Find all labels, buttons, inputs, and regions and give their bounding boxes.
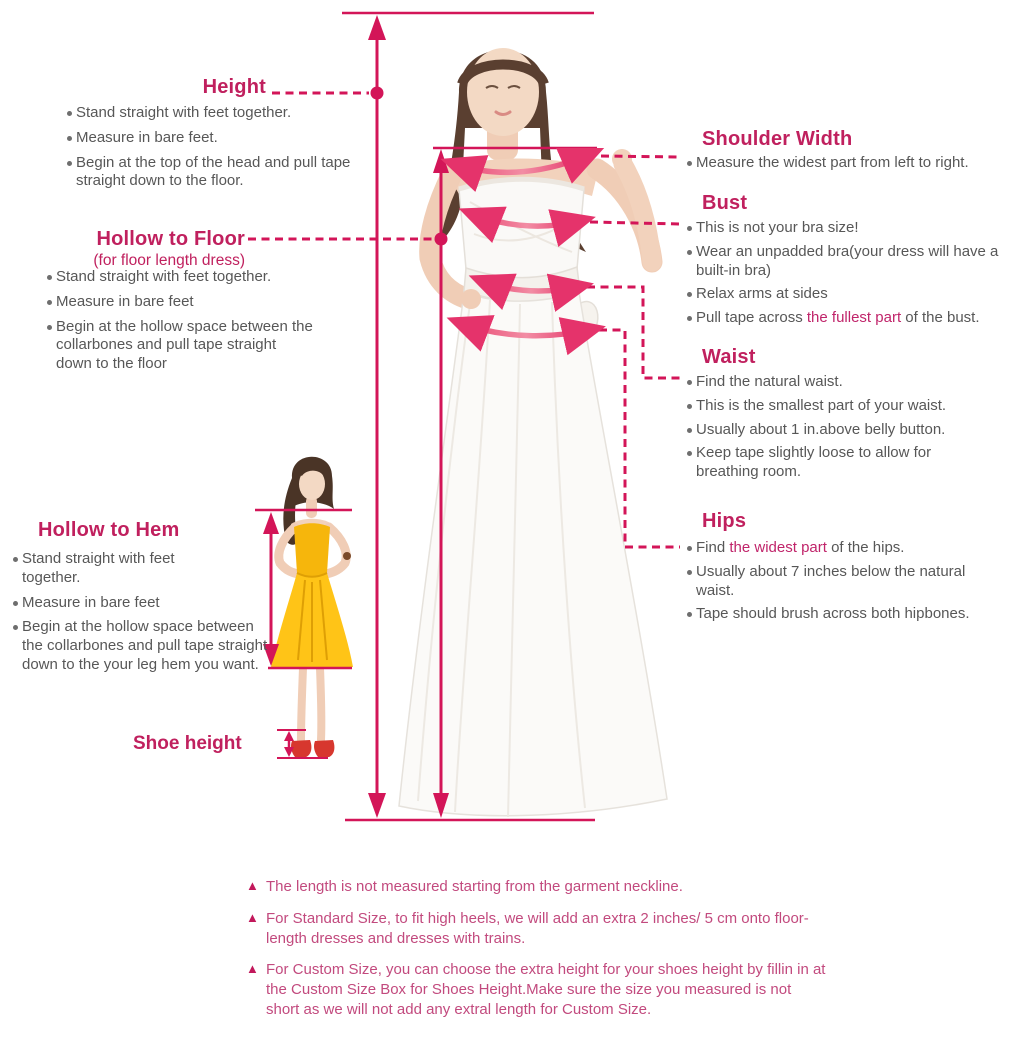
- footnote: ▲ For Standard Size, to fit high heels, we will add an extra 2 inches/ 5 cm onto floor-length dresses and dresses with trains.: [246, 909, 809, 947]
- bust-connector: [590, 222, 680, 224]
- list-item: This is the smallest part of your waist.: [682, 397, 1015, 416]
- bullet-icon: [47, 325, 52, 330]
- warning-triangle-icon: ▲: [246, 909, 259, 925]
- list-item: This is not your bra size!: [682, 219, 1015, 238]
- bust-title: Bust: [702, 192, 748, 214]
- bullet-icon: [13, 625, 18, 630]
- bullet-icon: [47, 300, 52, 305]
- bullet-icon: [687, 226, 692, 231]
- hollow-to-hem-title: Hollow to Hem: [38, 519, 180, 541]
- list-item: Pull tape across the fullest part of the bust.: [682, 309, 1015, 328]
- height-bullets: [62, 104, 352, 197]
- warning-triangle-icon: ▲: [246, 878, 259, 893]
- bullet-icon: [687, 404, 692, 409]
- bullet-icon: [687, 451, 692, 456]
- list-item: Measure in bare feet.: [62, 129, 352, 148]
- list-item: Measure the widest part from left to right.: [682, 154, 1015, 173]
- bullet-icon: [13, 557, 18, 562]
- list-item: Measure in bare feet: [42, 293, 342, 312]
- height-title: Height: [202, 76, 266, 98]
- list-item: Wear an unpadded bra(your dress will have a built-in bra): [682, 243, 1015, 281]
- hollow-to-floor-subtitle: (for floor length dress): [93, 252, 245, 269]
- warning-triangle-icon: ▲: [246, 961, 259, 977]
- waist-section: [682, 346, 1015, 487]
- list-item: Find the widest part of the hips.: [682, 539, 1015, 558]
- shoe-height-label: Shoe height: [133, 733, 242, 754]
- footnote: ▲ For Custom Size, you can choose the extra height for your shoes height by fillin in at the Custom Size Box for Shoes Height.Make sure the size you measured is not short as we will not add any extral length for Custom Size.: [246, 961, 826, 1018]
- shoulder-width-section: [682, 128, 1015, 178]
- bullet-icon: [687, 428, 692, 433]
- list-item: Begin at the top of the head and pull tape straight down to the floor.: [62, 154, 352, 192]
- list-item: Relax arms at sides: [682, 285, 1015, 304]
- waist-connector: [587, 287, 680, 378]
- hips-section: [682, 510, 1015, 629]
- list-item: Stand straight with feet together.: [62, 104, 352, 123]
- hollow-to-hem-section: [38, 519, 258, 542]
- short-model-illustration: [271, 457, 353, 757]
- height-section: [60, 76, 266, 99]
- bullet-icon: [47, 275, 52, 280]
- bullet-icon: [687, 612, 692, 617]
- bust-section: [682, 192, 1015, 333]
- list-item: Begin at the hollow space between the collarbones and pull tape straight down to the your leg hem you want.: [8, 618, 274, 674]
- bullet-icon: [687, 316, 692, 321]
- list-item: Find the natural waist.: [682, 373, 1015, 392]
- height-measure-line: [368, 15, 386, 818]
- shoulder-width-title: Shoulder Width: [702, 128, 853, 150]
- list-item: Begin at the hollow space between the collarbones and pull tape straight down to the floor: [42, 318, 342, 374]
- list-item: Usually about 1 in.above belly button.: [682, 421, 1015, 440]
- bullet-icon: [687, 250, 692, 255]
- list-item: Usually about 7 inches below the natural waist.: [682, 563, 1015, 601]
- bullet-icon: [13, 601, 18, 606]
- hollow-to-floor-title: Hollow to Floor: [96, 228, 245, 250]
- list-item: Stand straight with feet together.: [8, 550, 274, 588]
- bullet-icon: [687, 161, 692, 166]
- bullet-icon: [687, 546, 692, 551]
- footnotes: [246, 877, 828, 1032]
- hollow-to-floor-bullets: [42, 268, 342, 380]
- bullet-icon: [67, 111, 72, 116]
- bullet-icon: [67, 161, 72, 166]
- bullet-icon: [687, 570, 692, 575]
- bullet-icon: [687, 292, 692, 297]
- hips-title: Hips: [702, 510, 747, 532]
- list-item: Tape should brush across both hipbones.: [682, 605, 1015, 624]
- list-item: Measure in bare feet: [8, 594, 274, 613]
- hollow-to-hem-bullets: [8, 550, 274, 681]
- hollow-to-floor-section: [36, 228, 245, 269]
- footnote: ▲ The length is not measured starting from the garment neckline.: [246, 878, 683, 895]
- list-item: Stand straight with feet together.: [42, 268, 342, 287]
- waist-title: Waist: [702, 346, 756, 368]
- bullet-icon: [687, 380, 692, 385]
- list-item: Keep tape slightly loose to allow for breathing room.: [682, 444, 1015, 482]
- bullet-icon: [67, 136, 72, 141]
